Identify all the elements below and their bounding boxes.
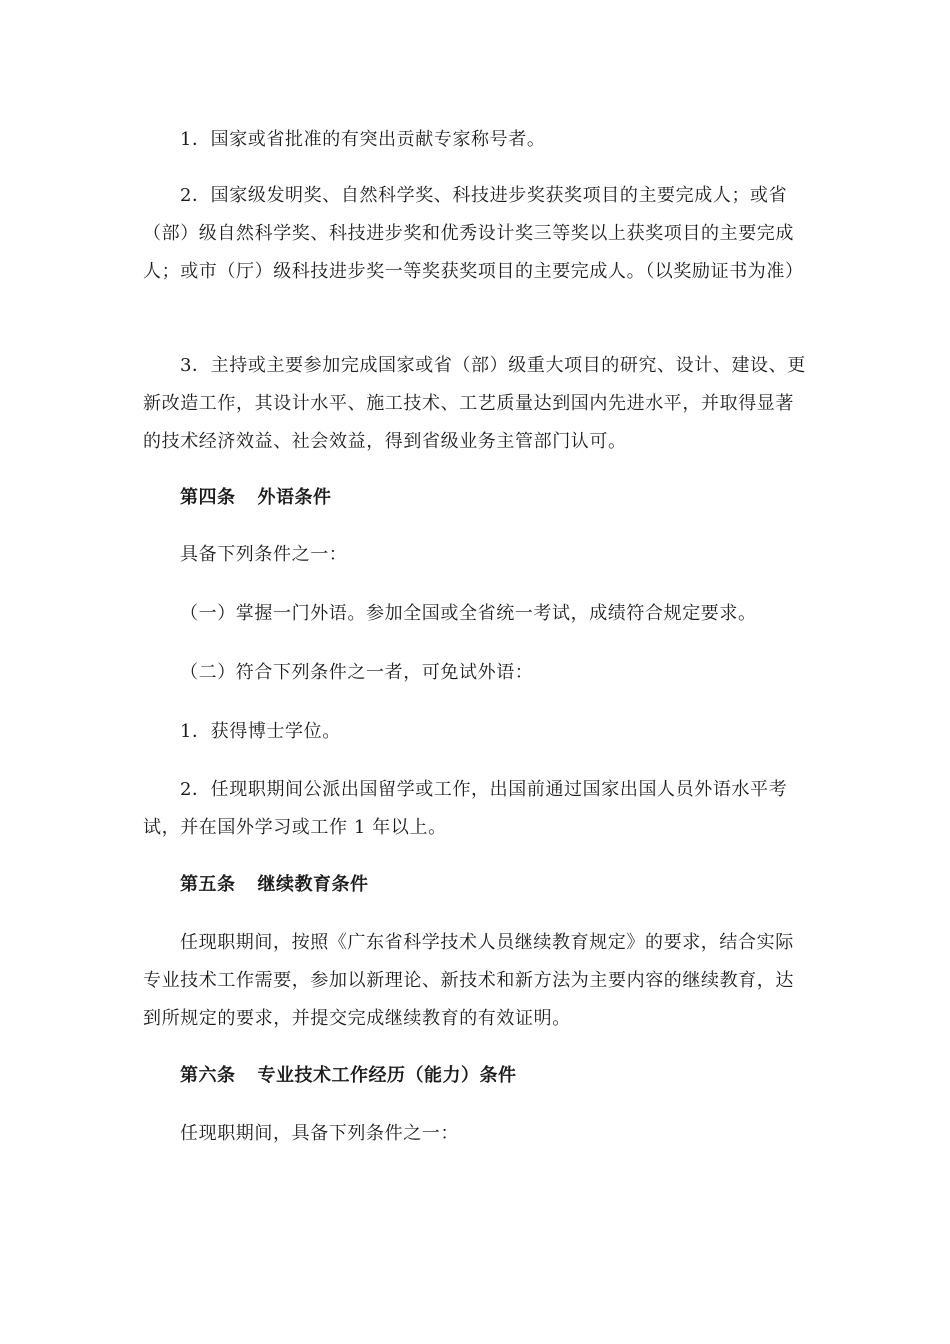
paragraph-exempt-1: 1．获得博士学位。: [180, 721, 341, 742]
article-title: 专业技术工作经历（能力）条件: [257, 1065, 517, 1086]
article-title: 继续教育条件: [257, 874, 369, 895]
article-4-heading: [180, 479, 332, 517]
paragraph-item-3: 3．主持或主要参加完成国家或省（部）级重大项目的研究、设计、建设、更新改造工作，其设计水平、施工技术、工艺质量达到国内先进水平，并取得显著的技术经济效益、社会效益，得到省级业务主管部门认可。: [143, 355, 806, 452]
paragraph-item-1: 1．国家或省批准的有突出贡献专家称号者。: [180, 129, 546, 150]
article-6-heading: [180, 1057, 517, 1095]
article-title: 外语条件: [257, 487, 332, 508]
article-5-heading: [180, 866, 369, 904]
article-number: 第六条: [180, 1065, 236, 1086]
paragraph-item-2: 2．国家级发明奖、自然科学奖、科技进步奖获奖项目的主要完成人；或省（部）级自然科学奖、科技进步奖和优秀设计奖三等奖以上获奖项目的主要完成人；或市（厅）级科技进步奖一等奖获奖项目的主要完成人。（以奖励证书为准）: [143, 185, 804, 282]
paragraph-exempt-2: 2．任现职期间公派出国留学或工作，出国前通过国家出国人员外语水平考试，并在国外学习或工作 1 年以上。: [143, 779, 788, 838]
paragraph-experience-intro: 任现职期间，具备下列条件之一：: [180, 1123, 459, 1144]
article-number: 第四条: [180, 487, 236, 508]
paragraph-condition-intro: 具备下列条件之一：: [180, 544, 348, 565]
paragraph-education: 任现职期间，按照《广东省科学技术人员继续教育规定》的要求，结合实际专业技术工作需要，参加以新理论、新技术和新方法为主要内容的继续教育，达到所规定的要求，并提交完成继续教育的有效证明。: [143, 932, 794, 1029]
article-number: 第五条: [180, 874, 236, 895]
paragraph-clause-2: （二）符合下列条件之一者，可免试外语：: [180, 662, 534, 683]
paragraph-clause-1: （一）掌握一门外语。参加全国或全省统一考试，成绩符合规定要求。: [180, 603, 757, 624]
